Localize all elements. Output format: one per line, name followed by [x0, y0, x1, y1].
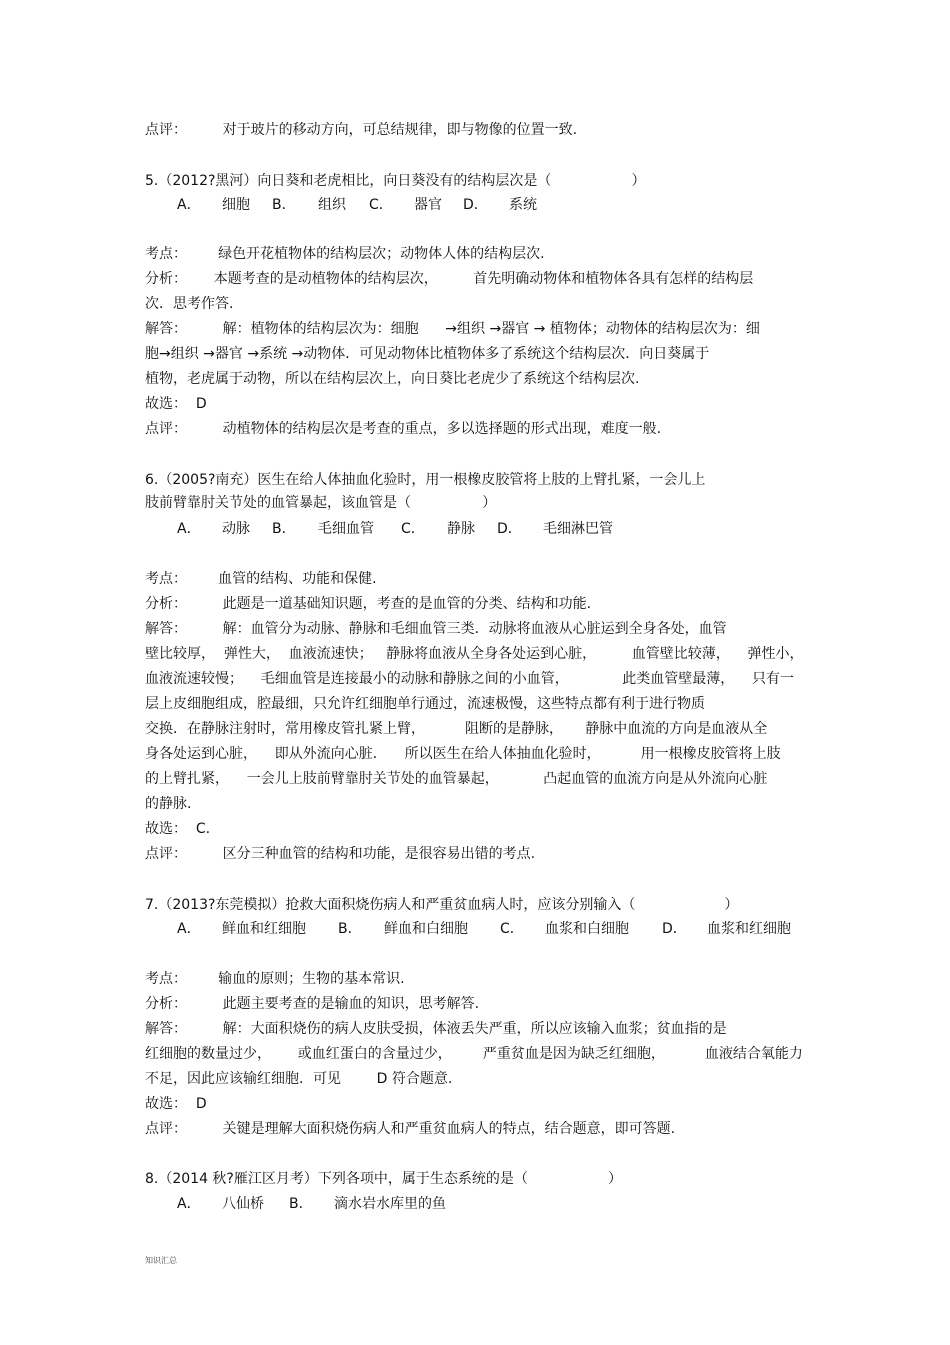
q6-option-c-text: 静脉 [447, 521, 475, 537]
q5-option-b-letter: B． [272, 197, 296, 213]
q6-option-c-letter: C． [401, 521, 425, 537]
q6-stem-line-1: 6.（2005?南充）医生在给人体抽血化验时，用一根橡皮胶管将上肢的上臂扎紧，一会儿上 [145, 472, 706, 488]
q7-stem: 7.（2013?东莞模拟）抢救大面积烧伤病人和严重贫血病人时，应该分别输入（ ） [145, 897, 739, 913]
q7-kaodian: 考点： 输血的原则；生物的基本常识. [145, 971, 405, 987]
q6-option-a-letter: A． [177, 521, 201, 537]
q5-answer: 故选： D [145, 396, 207, 412]
q7-answer: 故选： D [145, 1096, 207, 1112]
q6-jieda-line-8: 的静脉. [145, 796, 192, 812]
q8-option-a-text: 八仙桥 [222, 1196, 264, 1212]
q6-fenxi: 分析： 此题是一道基础知识题，考查的是血管的分类、结构和功能. [145, 596, 592, 612]
q5-jieda-line-2: 胞→组织 →器官 →系统 →动物体．可见动物体比植物体多了系统这个结构层次．向日葵属于 [145, 346, 710, 362]
q6-jieda-line-7: 的上臂扎紧， 一会儿上肢前臂靠肘关节处的血管暴起， 凸起血管的血流方向是从外流向心脏 [145, 771, 768, 787]
q7-comment: 点评： 关键是理解大面积烧伤病人和严重贫血病人的特点，结合题意，即可答题. [145, 1121, 676, 1137]
q6-option-d-letter: D． [497, 521, 522, 537]
q5-kaodian: 考点： 绿色开花植物体的结构层次；动物体人体的结构层次. [145, 246, 545, 262]
q5-jieda-line-1: 解答： 解：植物体的结构层次为：细胞 →组织 →器官 → 植物体；动物体的结构层次为：细 [145, 321, 760, 337]
q6-option-b-letter: B． [272, 521, 296, 537]
q8-stem: 8.（2014 秋?雁江区月考）下列各项中，属于生态系统的是（ ） [145, 1171, 622, 1187]
q5-comment: 点评： 动植物体的结构层次是考查的重点，多以选择题的形式出现，难度一般. [145, 421, 662, 437]
q8-option-b-text: 滴水岩水库里的鱼 [334, 1196, 446, 1212]
q5-option-a-letter: A． [177, 197, 201, 213]
q7-jieda-line-1: 解答： 解：大面积烧伤的病人皮肤受损，体液丢失严重，所以应该输入血浆；贫血指的是 [145, 1021, 727, 1037]
q7-option-b-letter: B． [338, 921, 362, 937]
q7-option-c-letter: C． [500, 921, 524, 937]
q5-fenxi-line-2: 次．思考作答. [145, 296, 234, 312]
q6-jieda-line-2: 壁比较厚， 弹性大， 血液流速快； 静脉将血液从全身各处运到心脏， 血管壁比较薄， 弹性小， [145, 646, 804, 662]
q5-option-d-text: 系统 [509, 197, 537, 213]
q7-jieda-line-2: 红细胞的数量过少， 或血红蛋白的含量过少， 严重贫血是因为缺乏红细胞， 血液结合氧能力 [145, 1046, 803, 1062]
q6-jieda-line-4: 层上皮细胞组成，腔最细，只允许红细胞单行通过，流速极慢，这些特点都有利于进行物质 [145, 696, 705, 712]
q6-option-a-text: 动脉 [222, 521, 250, 537]
q8-option-a-letter: A． [177, 1196, 201, 1212]
top-comment: 点评： 对于玻片的移动方向，可总结规律，即与物像的位置一致. [145, 122, 578, 138]
q7-option-c-text: 血浆和白细胞 [545, 921, 629, 937]
q6-jieda-line-6: 身各处运到心脏， 即从外流向心脏． 所以医生在给人体抽血化验时， 用一根橡皮胶管将上肢 [145, 746, 781, 762]
q7-option-b-text: 鲜血和白细胞 [384, 921, 468, 937]
q7-option-d-text: 血浆和红细胞 [707, 921, 791, 937]
q5-stem: 5.（2012?黑河）向日葵和老虎相比，向日葵没有的结构层次是（ ） [145, 173, 646, 189]
q5-fenxi-line-1: 分析： 本题考查的是动植物体的结构层次， 首先明确动物体和植物体各具有怎样的结构层 [145, 271, 754, 287]
q6-jieda-line-5: 交换．在静脉注射时，常用橡皮管扎紧上臂， 阻断的是静脉， 静脉中血流的方向是血液从全 [145, 721, 768, 737]
q6-answer: 故选： C. [145, 821, 211, 837]
q5-option-c-letter: C． [369, 197, 393, 213]
q5-option-c-text: 器官 [414, 197, 442, 213]
q5-option-d-letter: D． [463, 197, 488, 213]
q5-option-b-text: 组织 [318, 197, 346, 213]
q7-option-a-text: 鲜血和红细胞 [222, 921, 306, 937]
page-footer: 知识汇总 [145, 1256, 177, 1265]
q6-option-b-text: 毛细血管 [318, 521, 374, 537]
q6-jieda-line-3: 血液流速较慢； 毛细血管是连接最小的动脉和静脉之间的小血管， 此类血管壁最薄， 只有一 [145, 671, 795, 687]
q7-jieda-line-3: 不足，因此应该输红细胞．可见 D 符合题意. [145, 1071, 453, 1087]
q7-option-a-letter: A． [177, 921, 201, 937]
q5-jieda-line-3: 植物，老虎属于动物，所以在结构层次上，向日葵比老虎少了系统这个结构层次. [145, 371, 640, 387]
q6-option-d-text: 毛细淋巴管 [543, 521, 613, 537]
q7-option-d-letter: D． [662, 921, 687, 937]
q6-stem-line-2: 肢前臂靠肘关节处的血管暴起，该血管是（ ） [145, 495, 497, 511]
q5-option-a-text: 细胞 [222, 197, 250, 213]
q6-comment: 点评： 区分三种血管的结构和功能，是很容易出错的考点. [145, 846, 536, 862]
q6-kaodian: 考点： 血管的结构、功能和保健. [145, 571, 377, 587]
q7-fenxi: 分析： 此题主要考查的是输血的知识，思考解答. [145, 996, 480, 1012]
q8-option-b-letter: B． [289, 1196, 313, 1212]
q6-jieda-line-1: 解答： 解：血管分为动脉、静脉和毛细血管三类．动脉将血液从心脏运到全身各处，血管 [145, 621, 727, 637]
